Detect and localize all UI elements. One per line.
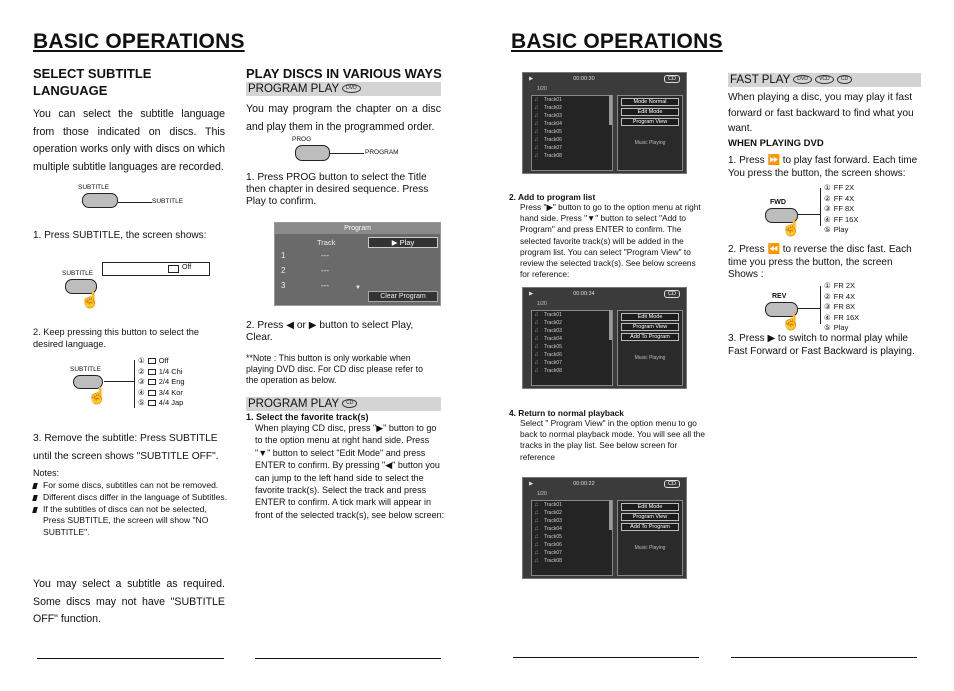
subtitle-box-icon [148,390,156,396]
subtitle-box-icon [148,369,156,375]
screen-option: Edit Mode [621,108,679,116]
subtitle-button-label-2: SUBTITLE [62,270,94,277]
screen-track-item: ♫ Track08 [532,367,612,375]
screen-play-icon: ▶ [529,291,534,297]
screen-track-list [531,310,613,386]
callout-line [118,202,152,203]
screen-option: Add To Program [621,333,679,341]
screen-time: 00:00:22 [573,481,595,487]
screen-status: Music Playing [634,355,666,361]
speed-text: FR 8X [833,302,855,312]
screen-play-icon: ▶ [529,481,534,487]
screen-track-item: ♫ Track01 [532,311,612,319]
program-osd-col: Track [317,238,336,247]
cd-step2-title: 2. Add to program list [509,192,596,202]
subtitle-box-icon [148,400,156,406]
speed-text: FR 4X [833,291,855,301]
screen-option-menu [617,95,683,171]
fast-play-bar [728,73,921,87]
fast-step2: 2. Press ⏪ to reverse the disc fast. Each time you press the button, the screen Shows : [728,244,912,280]
screen-option-menu [617,500,683,576]
screen-count: 1/20 [537,301,547,307]
dvd-disc-icon-2: DVD [793,75,812,84]
notes-title: Notes: [33,468,60,478]
cd-step1-text: When playing CD disc, press "▶" button to go to the option menu at right hand side. Press "▼" button to select "Edit Mode" and press ENTER to confirm. By pressing "◀" button you can jump to the left hand side to select the favorite track(s). Select the track and press ENTER to confirm. A tick mark will appear in front of the selected track(s), see below screen: [255,423,445,520]
language-text: 4/4 Jap [158,398,184,408]
program-row-value: --- [321,266,329,275]
program-row-num: 2 [281,266,286,275]
speed-num: ① [824,183,831,192]
fast-step3: 3. Press ▶ to switch to normal play while Fast Forward or Fast Backward is playing. [728,333,915,357]
speed-option [824,302,859,313]
program-play-dvd-bar-text: PROGRAM PLAY [248,83,339,95]
language-text: 1/4 Chi [158,366,183,376]
screen-track-item: ♫ Track04 [532,120,612,128]
program-osd-row [281,281,341,296]
note-bullet-icon [32,507,38,513]
note-text: For some discs, subtitles can not be removed. [43,480,219,490]
speed-option [824,225,858,236]
screen-track-item: ♫ Track03 [532,327,612,335]
speed-option [824,281,859,292]
screen-option: Program View [621,118,679,126]
speed-num: ② [824,193,831,203]
program-heading: PLAY DISCS IN VARIOUS WAYS [246,66,442,81]
screen-scrollbar [609,310,612,340]
program-osd-row [281,266,341,281]
fast-play-intro: When playing a disc, you may play it fast forward or fast backward to find what you want. [728,92,914,134]
program-play-dvd-bar [246,82,441,96]
screen-time: 00:00:34 [573,291,595,297]
screen-option: Program View [621,513,679,521]
screen-track-item: ♫ Track07 [532,549,612,557]
speed-option [824,183,858,194]
program-note: **Note : This button is only workable when playing DVD disc. For CD disc please refer to the operation as below. [246,353,423,385]
program-osd [274,222,441,306]
screen-track-item: ♫ Track04 [532,525,612,533]
subtitle-heading-line1: SELECT SUBTITLE [33,66,152,81]
language-option [138,356,185,367]
screen-topbar [523,288,686,300]
subtitle-box-icon [148,379,156,385]
subtitle-osd [102,262,210,276]
language-option [138,377,185,388]
speed-num: ⑤ [824,225,831,235]
screen-badge: CD [664,290,680,298]
cd-step4-text: Select " Program View" in the option menu to go back to normal playback mode. You will see all the tracks in the play list. See below screen for reference [520,418,705,462]
screen-track-list [531,500,613,576]
screen-track-item: ♫ Track07 [532,144,612,152]
speed-option [824,194,858,205]
screen-track-item: ♫ Track03 [532,517,612,525]
note-bullet-icon [32,483,38,489]
screen-track-item: ♫ Track01 [532,501,612,509]
rev-bracket [820,286,821,324]
language-option [138,388,185,399]
language-num: ⑤ [138,398,145,408]
speed-option [824,215,858,226]
screen-track-item: ♫ Track02 [532,509,612,517]
screen-option-menu [617,310,683,386]
screen-badge: CD [664,480,680,488]
screen-track-item: ♫ Track02 [532,104,612,112]
screen-status: Music Playing [634,140,666,146]
speed-text: Play [833,323,849,333]
screen-status: Music Playing [634,545,666,551]
note-bullet-icon [32,495,38,501]
note-text: If the subtitles of discs can not be selected, Press SUBTITLE, the screen will show "NO SUBTITLE". [43,503,209,538]
fwd-speed-list [824,183,858,236]
hand-pointer-icon-4: ☝ [781,314,801,331]
speed-num: ④ [824,214,831,224]
cd-step2-text: Press "▶" button to go to the option menu at right hand side. Press "▼" button to select "Add to Program" and press ENTER to confirm. The selected favorite track(s) will be added in the program list. You can select "Program View" to review the selected track(s). See below screens for reference: [520,202,701,280]
cd-step1-title: 1. Select the favorite track(s) [246,412,369,422]
language-num: ③ [138,377,145,387]
bracket-line [134,360,135,408]
program-step2: 2. Press ◀ or ▶ button to select Play, Clear. [246,320,414,343]
fast-step1: 1. Press ⏩ to play fast forward. Each time You press the button, the screen shows: [728,155,918,179]
footer-rule-4 [731,657,917,658]
language-list [138,356,185,409]
cd-disc-icon-2: CD [837,75,852,84]
screen-option: Edit Mode [621,503,679,511]
prog-button-label: PROG [292,136,312,143]
screen-track-item: ♫ Track05 [532,343,612,351]
notes-list [33,480,229,539]
callout-line-2 [104,381,134,382]
program-osd-rows [281,251,341,296]
screen-scrollbar [609,95,612,125]
note-item [33,504,229,539]
cd-disc-icon: CD [342,399,357,408]
hand-pointer-icon-2: ☝ [87,388,107,405]
osd-down-arrow-icon: ▼ [355,285,361,291]
speed-text: FR 16X [833,312,860,322]
subtitle-callout: SUBTITLE [152,198,184,205]
subtitle-box-icon [148,358,156,364]
screen-topbar [523,73,686,85]
speed-text: FF 2X [833,183,855,192]
fwd-button-label: FWD [770,199,786,206]
fwd-bracket [820,188,821,226]
screen-track-list [531,95,613,171]
screen-track-item: ♫ Track03 [532,112,612,120]
speed-num: ⑤ [824,323,831,333]
screen-option: Edit Mode [621,313,679,321]
program-row-value: --- [321,251,329,260]
subtitle-step1: 1. Press SUBTITLE, the screen shows: [33,230,207,241]
when-playing-dvd: WHEN PLAYING DVD [728,138,824,149]
speed-num: ③ [824,204,831,214]
subtitle-button-label-3: SUBTITLE [70,366,102,373]
fwd-callout-line [798,214,820,215]
program-osd-title: Program [275,223,440,234]
screen-time: 00:00:30 [573,76,595,82]
program-row-num: 1 [281,251,286,260]
footer-rule [37,658,224,659]
program-step1: 1. Press PROG button to select the Title then chapter in desired sequence. Press Play to confirm. [246,172,429,207]
language-num: ① [138,356,145,365]
subtitle-closing: You may select a subtitle as required. Some discs may not have "SUBTITLE OFF" function. [33,578,225,625]
note-item [33,492,229,504]
page-title-left: BASIC OPERATIONS [33,30,245,53]
screen-track-item: ♫ Track07 [532,359,612,367]
screen-track-item: ♫ Track01 [532,96,612,104]
subtitle-intro: You can select the subtitle language from those indicated on discs. This operation works only with discs on which multiple subtitle languages are recorded. [33,108,225,173]
language-text: 2/4 Eng [158,377,185,387]
screen-play-icon: ▶ [529,76,534,82]
screen-option: Mode Normal [621,98,679,106]
subtitle-step3: 3. Remove the subtitle: Press SUBTITLE until the screen shows "SUBTITLE OFF". [33,433,219,462]
speed-text: FR 2X [833,281,855,290]
speed-num: ④ [824,312,831,322]
program-play-cd-bar [246,397,441,411]
cd-screen-program-view [522,477,687,579]
screen-topbar [523,478,686,490]
subtitle-heading [33,65,151,99]
screen-track-item: ♫ Track02 [532,319,612,327]
program-osd-row [281,251,341,266]
speed-option [824,313,859,324]
speed-option [824,204,858,215]
rev-button-label: REV [772,293,787,300]
screen-count: 1/20 [537,86,547,92]
note-item [33,480,229,492]
screen-track-item: ♫ Track04 [532,335,612,343]
screen-track-item: ♫ Track08 [532,152,612,160]
osd-off-text: Off [182,264,192,271]
subtitle-button [82,193,118,208]
program-row-value: --- [321,281,329,290]
program-osd-play-button: ▶ Play [368,237,438,248]
speed-text: Play [833,225,849,235]
subtitle-box-icon [168,265,179,273]
language-num: ② [138,366,145,376]
subtitle-button-label: SUBTITLE [78,184,110,191]
program-osd-clear-button: Clear Program [368,291,438,302]
speed-text: FF 16X [833,214,859,224]
speed-num: ② [824,291,831,301]
dvd-disc-icon: DVD [342,84,361,93]
prog-callout: PROGRAM [365,149,399,156]
language-text: Off [158,356,169,365]
speed-num: ① [824,281,831,290]
hand-pointer-icon: ☝ [80,292,100,309]
language-text: 3/4 Kor [158,387,183,397]
program-play-cd-bar-text: PROGRAM PLAY [248,398,339,410]
language-num: ④ [138,387,145,397]
rev-callout-line [798,308,820,309]
footer-rule-3 [513,657,699,658]
speed-option [824,292,859,303]
screen-track-item: ♫ Track05 [532,128,612,136]
prog-callout-line [330,153,364,154]
language-option [138,367,185,378]
prog-button [295,145,330,161]
screen-badge: CD [664,75,680,83]
subtitle-step2: 2. Keep pressing this button to select the desired language. [33,327,199,349]
vcd-disc-icon: VCD [815,75,834,84]
screen-scrollbar [609,500,612,530]
screen-option: Add To Program [621,523,679,531]
screen-track-item: ♫ Track06 [532,541,612,549]
hand-pointer-icon-3: ☝ [781,220,801,237]
screen-track-item: ♫ Track08 [532,557,612,565]
cd-screen-add-to-program [522,287,687,389]
cd-step4-title: 4. Return to normal playback [509,408,624,418]
program-intro: You may program the chapter on a disc and play them in the programmed order. [246,103,441,133]
screen-count: 1/20 [537,491,547,497]
rev-speed-list [824,281,859,334]
cd-screen-edit-mode [522,72,687,174]
language-option [138,398,185,409]
screen-option: Program View [621,323,679,331]
speed-text: FF 4X [833,193,855,203]
screen-track-item: ♫ Track06 [532,136,612,144]
fast-play-bar-text: FAST PLAY [730,74,791,86]
page-title-right: BASIC OPERATIONS [511,30,723,53]
footer-rule-2 [255,658,441,659]
screen-track-item: ♫ Track05 [532,533,612,541]
note-text: Different discs differ in the language of Subtitles. [43,491,228,502]
speed-text: FF 8X [833,204,855,214]
screen-track-item: ♫ Track06 [532,351,612,359]
speed-num: ③ [824,302,831,312]
subtitle-heading-line2: LANGUAGE [33,83,108,98]
program-row-num: 3 [281,281,286,290]
